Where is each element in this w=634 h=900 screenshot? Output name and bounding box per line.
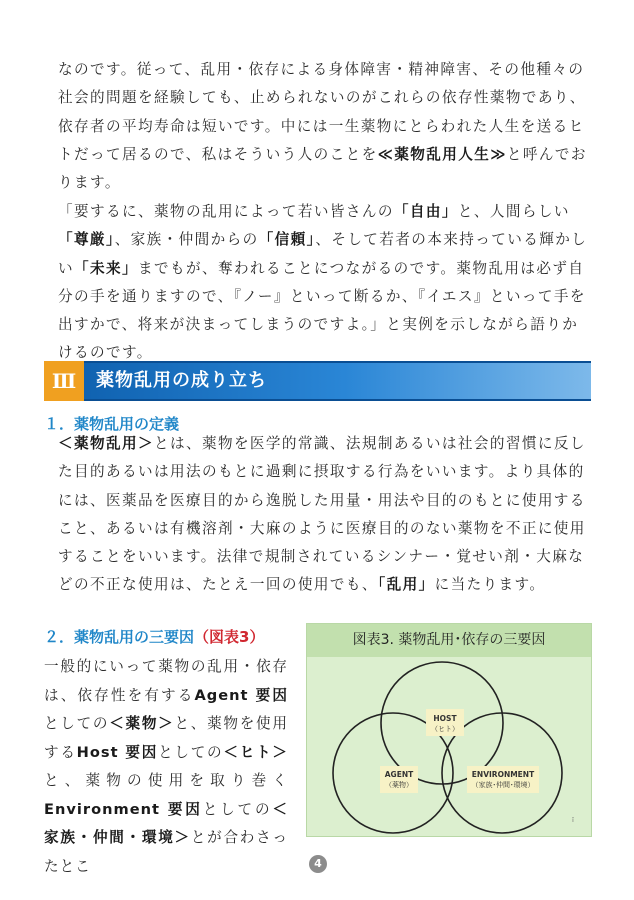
paragraph-text: 「要するに、薬物の乱用によって若い皆さんの [58, 203, 394, 220]
emphasis-environment-factor: Environment 要因 [44, 800, 203, 818]
host-sublabel: （ヒト） [431, 725, 459, 733]
section-number-badge: Ⅲ [44, 361, 84, 401]
paragraph-text: 一般的にいって薬物の乱用・依存は、依存性を有する [44, 658, 288, 704]
emphasis-drug-abuse: ＜薬物乱用＞ [58, 435, 154, 452]
emphasis-abuse: 「乱用」 [377, 576, 435, 594]
agent-label: AGENT [384, 770, 414, 779]
emphasis-future: 「未来」 [74, 259, 138, 277]
host-label: HOST [433, 714, 457, 723]
emphasis-dignity: 「尊厳」 [58, 231, 115, 249]
emphasis-trust: 「信頼」 [258, 231, 316, 249]
paragraph-text: と呼んでおります。 [58, 145, 587, 192]
figure-three-factors [306, 623, 592, 837]
paragraph-text: に当たります。 [434, 576, 546, 594]
agent-sublabel: （薬物） [385, 781, 413, 789]
paragraph-text: と、人間らしい [457, 203, 570, 220]
section-title: 薬物乱用の成り立ち [96, 370, 267, 391]
figure-title: 図表3. 薬物乱用･依存の三要因 [307, 624, 591, 657]
subheading-three-factors [44, 626, 264, 647]
subheading-label: ２．薬物乱用の三要因 [44, 628, 195, 646]
body-paragraph-2 [58, 198, 594, 368]
paragraph-text: とが合わさったとこ [44, 829, 288, 875]
page-number: 4 [309, 855, 327, 873]
paragraph-text: と、薬物を使用する [44, 715, 288, 761]
emphasis-family-friends-environment: ＜家族・仲間・環境＞ [44, 800, 288, 846]
paragraph-text: なのです。従って、乱用・依存による身体障害・精神障害、その他種々の社会的問題を経験しても、止められないのがこれらの依存性薬物であり、依存者の平均寿命は短いです。中には一生薬物にとらわれた人生を送るヒトだって居るので、私はそういう人のことを [58, 61, 586, 163]
paragraph-text: までもが、奪われることにつながるのです。薬物乱用は必ず自分の手を通りますので、『ノー』といって断るか、『イエス』といって手を出すかで、将来が決まってしまうのですよ。」と実例を示しながら語りかけるのです。 [58, 259, 586, 362]
paragraph-text: としての [158, 743, 224, 761]
paragraph-text: としての [44, 715, 110, 732]
venn-diagram [307, 657, 591, 836]
paragraph-text: と、薬物の使用を取り巻く [44, 772, 288, 789]
paragraph-text: とは、薬物を医学的常識、法規制あるいは社会的習慣に反した目的あるいは用法のもとに過剰に摂取する行為をいいます。より具体的には、医薬品を医療目的から逸脱した用量・用法や目的のもとに使用すること、あるいは有機溶剤・大麻のように医療目的のない薬物を不正に使用することをいいます。法律で規制されているシンナー・覚せい剤・大麻などの不正な使用は、たとえ一回の使用でも、 [58, 435, 586, 594]
emphasis-drug-abuse-life: ≪薬物乱用人生≫ [377, 145, 507, 163]
emphasis-human: ＜ヒト＞ [223, 743, 288, 761]
environment-label: ENVIRONMENT [471, 770, 535, 779]
paragraph-text: 、そして若者の本来持っている輝かしい [58, 231, 588, 277]
environment-sublabel: （家族･仲間･環境） [471, 781, 535, 789]
body-paragraph-4 [44, 653, 288, 881]
body-paragraph-1 [58, 56, 594, 197]
body-paragraph-3 [58, 430, 594, 600]
subheading-definition: １．薬物乱用の定義 [44, 415, 180, 433]
emphasis-drug: ＜薬物＞ [109, 715, 174, 732]
emphasis-freedom: 「自由」 [393, 203, 458, 220]
emphasis-host-factor: Host 要因 [76, 743, 159, 761]
paragraph-text: としての [202, 800, 273, 818]
figure-reference: （図表3） [194, 628, 265, 646]
paragraph-text: 、家族・仲間からの [114, 231, 259, 249]
figure-note: ï [572, 817, 574, 824]
emphasis-agent-factor: Agent 要因 [194, 686, 288, 704]
